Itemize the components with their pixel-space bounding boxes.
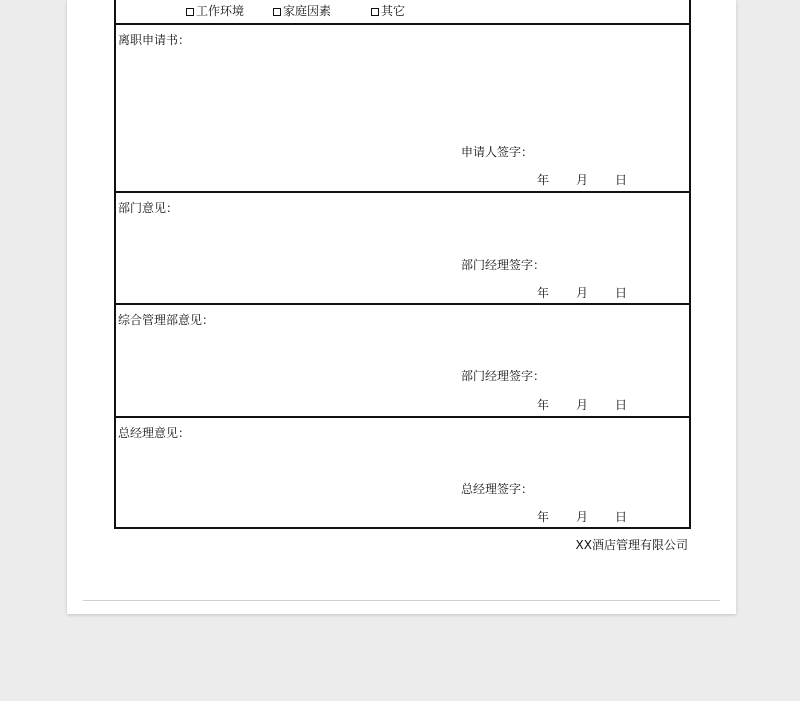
section-resignation-letter	[116, 25, 689, 191]
document-page	[67, 0, 736, 614]
signature-label: 部门经理签字：	[461, 369, 546, 383]
date-year: 年	[537, 398, 550, 412]
signature-label: 申请人签字：	[461, 145, 534, 159]
date-month: 月	[576, 398, 589, 412]
date-day: 日	[615, 286, 628, 300]
section-general-management-opinion	[116, 305, 689, 416]
date-month: 月	[576, 286, 589, 300]
page-bottom-rule	[83, 600, 720, 601]
signature-label: 部门经理签字：	[461, 258, 546, 272]
reason-option-family[interactable]: 家庭因素	[273, 4, 331, 18]
section-label: 综合管理部意见：	[118, 313, 215, 327]
section-general-manager-opinion	[116, 418, 689, 527]
date-year: 年	[537, 286, 550, 300]
company-name: XX酒店管理有限公司	[575, 538, 688, 552]
date-month: 月	[576, 510, 589, 524]
date-year: 年	[537, 510, 550, 524]
reason-row	[116, 0, 689, 23]
date-month: 月	[576, 173, 589, 187]
section-label: 部门意见：	[118, 201, 179, 215]
section-label: 离职申请书：	[118, 33, 191, 47]
checkbox-icon[interactable]	[371, 8, 379, 16]
section-department-opinion	[116, 193, 689, 303]
reason-option-work-environment[interactable]: 工作环境	[186, 4, 244, 18]
date-day: 日	[615, 173, 628, 187]
checkbox-icon[interactable]	[186, 8, 194, 16]
reason-option-other[interactable]: 其它	[371, 4, 405, 18]
checkbox-icon[interactable]	[273, 8, 281, 16]
signature-label: 总经理签字：	[461, 482, 534, 496]
date-year: 年	[537, 173, 550, 187]
date-day: 日	[615, 510, 628, 524]
resignation-form-table	[114, 0, 691, 529]
section-label: 总经理意见：	[118, 426, 191, 440]
date-day: 日	[615, 398, 628, 412]
